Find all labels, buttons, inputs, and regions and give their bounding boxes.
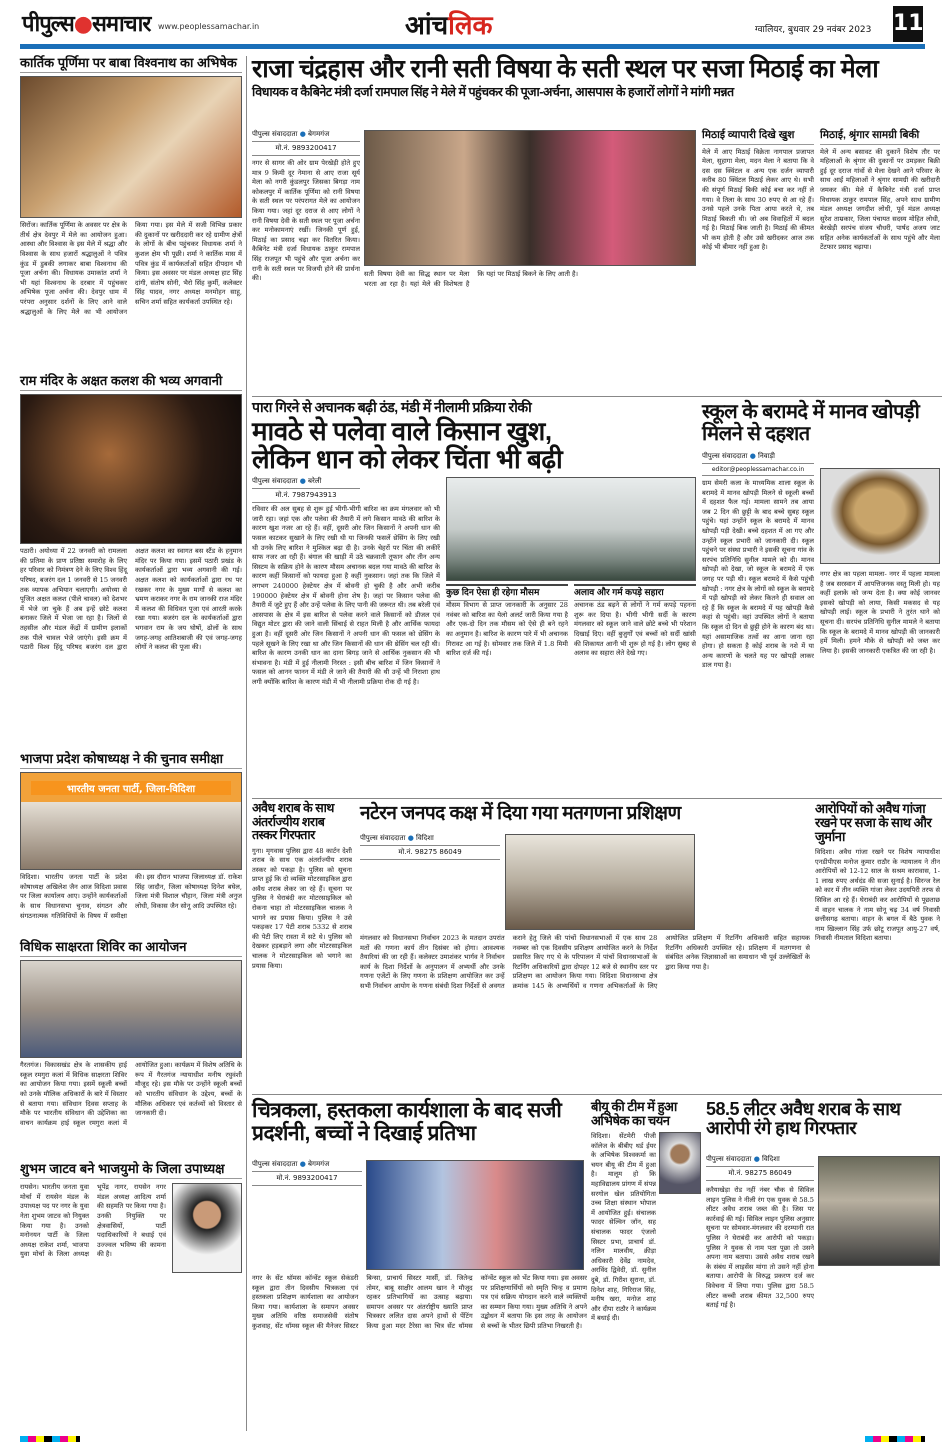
article-headline: कार्तिक पूर्णिमा पर बाबा विश्वनाथ का अभिषेक bbox=[20, 56, 242, 73]
reporter-mobile: मो.नं. 98275 86049 bbox=[706, 1169, 814, 1181]
counting-training-headline: नटेरन जनपद कक्ष में दिया गया मतगणना प्रशिक्षण bbox=[360, 803, 681, 824]
skull-byline-block bbox=[702, 452, 814, 779]
article-ganja bbox=[815, 802, 940, 1068]
row-divider bbox=[252, 798, 942, 799]
article-headline: राम मंदिर के अक्षत कलश की भव्य अगवानी bbox=[20, 374, 242, 391]
party-banner: भारतीय जनता पार्टी, जिला-विदिशा bbox=[31, 781, 231, 795]
student-photo bbox=[659, 1132, 701, 1194]
dateline-place: निवाड़ी bbox=[758, 452, 775, 460]
article-headline: विधिक साक्षरता शिविर का आयोजन bbox=[20, 940, 242, 957]
edition-date: ग्वालियर, बुधवार 29 नवंबर 2023 bbox=[755, 25, 872, 35]
camp-photo bbox=[20, 960, 242, 1058]
article-ram-mandir bbox=[20, 374, 242, 743]
article-body: सिरोंज। कार्तिक पूर्णिमा के अवसर पर क्षेत्र के तीर्थ क्षेत्र देवपुर में मेले का आयोजन हुआ। आस्था और विश्वास के इस मेले में श्रद्धा और विश्वास के साथ हजारों श्रद्धालुओं ने पवित्र कुंड में डुबकी लगाकर बाबा विश्वनाथ की पूजा अर्चना की। विधायक उमाकांत शर्मा ने भी यहां विश्वनाथ के दरबार में पहुंचकर अभिषेक पूजा अर्चना की। देवपुर धाम में परंपरा अनुसार दर्शनों के लिए आने वाले श्रद्धालुओं के लिए मेले का भी आयोजन किया गया। इस मेले में सजी विभिन्न प्रकार की दुकानों पर खरीददारी कर रहे ग्रामीण क्षेत्रों के लोगों के बीच पहुंचकर विधायक शर्मा ने कुशल क्षेम भी पूछी। शर्मा ने कार्तिक मास में पवित्र कुंड में कार्यकर्ताओं सहित दीपदान भी किया। इस अवसर पर मंडल अध्यक्ष हाट सिंह दांगी, संतोष सोनी, भैरो सिंह कुर्मी, कलेक्टर सिंह यादव, नगर अध्यक्ष मनमोहन साहू, सचिन शर्मा सहित कार्यकर्ता उपस्थित रहे। bbox=[20, 221, 242, 316]
bullet-icon: ● bbox=[299, 130, 306, 138]
dateline-place: बरेली bbox=[308, 477, 322, 486]
exhibition-body: नगर के सेंट थॉमस कॉन्वेंट स्कूल सेकंडरी स्कूल द्वारा तीन दिवसीय चित्रकला एवं हस्तकला प्रशिक्षण कार्यशाला का आयोजन किया गया। कार्यशाला के समापन अवसर मुख्य अतिथि वरिष्ठ समाजसेवी संतोष कुशवाह, सेंट थॉमस स्कूल की मैनेजर सिस्टर बिन्सा, प्राचार्य सिस्टर मार्सी, डॉ. जितेन्द्र तोमर, बाबू साक्षीर आलम खान ने मौजूद रहकर प्रतिभागियों का उत्साह बढ़ाया। समापन अवसर पर अंतर्राष्ट्रीय ख्याति प्राप्त चित्रकार ललित दास अपने हाथों से पेंटिंग किया हुआ मदर टैरेसा का चित्र सेंट थॉमस कॉन्वेंट स्कूल को भेंट किया गया। इस अवसर पर प्रशिक्षणार्थियों को स्मृति चिन्ह व प्रमाण पत्र एवं सक्रिय योगदान करने वाले व्यक्तियों का सम्मान किया गया। मुख्य अतिथि ने अपने उद्बोधन में बताया कि इस तरह के आयोजन से बच्चों के भीतर छिपी प्रतिभा निखरती है। bbox=[252, 1274, 587, 1330]
mid-body: रविवार की अल सुबह से शुरू हुई भीगी-भीगी बारिश का क्रम मंगलवार को भी जारी रहा। जहां एक और पलेवा की तैयारी में लगे किसान मावठे की बारिश के कारण खुश नजर आ रहे हैं। वहीं, दूसरी ओर जिन किसानों ने अपनी धान की फसल काटकर सुखाने के लिए रखी थी या जिनकी फसलें थ्रेसिंग के लिए रखी थी उनके लिए बारिश ने मुश्किल बढ़ा दी है। उनके चेहरों पर चिंता की लकीरें साफ नजर आ रही हैं। बंगाल की खाड़ी में उठे चक्रवाती तूफान और तीन अन्य सिस्टम के सक्रिय होने के कारण मौसम अचानक बदल गया मावठे की बारिश के कारण कहीं किसानों को फायदा हुआ है कहीं नुकसान। जहां तक कि जिले में लगभग 240000 हेक्टेयर क्षेत्र में बोवनी हो चुकी है और अभी करीब 190000 हेक्टेयर क्षेत्र में बोवनी होना शेष है। जहां पर किसान पलेवा की तैयारी में जुटे हुए हैं और उन्हें पलेवा के लिए पानी की जरूरत थी। तब बरेली एवं आसपास के क्षेत्र में इस बारिश से पलेवा करने वाले किसानों को डीजल एवं विद्युत मोटर द्वारा की जाने वाली सिंचाई से राहत मिली है और आर्थिक फायदा हुआ है। वहीं दूसरी ओर जिन किसानों ने अपनी धान की फसल को थ्रेसिंग के पहले सूखने के लिए रखा था और जिन किसानों की धान की थ्रेसिंग चल रही थी। बारिश के कारण उनकी धान का दाना बिगड़ जाने से आर्थिक नुकसान की भी संभावना है। मंडी में हुई नीलामी निरस्त : इसी बीच बारिश में जिन किसानों ने फसल को आनन फानन में मंडी ले जाने की तैयारी की थी उन्हें भी निराशा हाथ लगी क्योंकि बारिश के कारण मंडी में भी नीलामी प्रक्रिया रोक दी गई है। bbox=[252, 505, 440, 686]
article-headline: अवैध शराब के साथ अंतर्राज्यीय शराब तस्कर गिरफ्तार bbox=[252, 801, 334, 842]
skull-body: ग्राम सेमरी कला के माध्यमिक शाला स्कूल के बरामदे में मानव खोपड़ी मिलने से स्कूली बच्चों में दहशत फैल गई। मामला सामने तब आया जब 2 दिन की छुट्टी के बाद बच्चे सुबह स्कूल पहुंचे। यहां उन्होंने स्कूल के बरामदे में मानव खोपड़ी पड़ी देखी। बच्चे दहशत में आ गए और उन्होंने स्कूल प्रभारी को जानकारी दी। स्कूल पहुंचने पर संस्था प्रभारी ने इसकी सूचना गांव के सरपंच प्रतिनिधि सुनील मामले को दी। मानव खोपड़ी को देखा, जो स्कूल के बरामदे में एक जगह पर पड़ी थी। स्कूल बरामदे में कैसे पहुंची खोपड़ी : नगर क्षेत्र के लोगों को स्कूल के बरामदे में पड़ी खोपड़ी को लेकर कितने ही सवाल आ रहे हैं कि स्कूल के बरामदे में यह खोपड़ी कैसे कहां से पहुंची। वहां उपस्थित लोगों ने बताया कि स्कूल दो दिन से छुट्टी होने के कारण बंद था। यहां असामाजिक तत्वों का आना जाना रहा होगा। हो सकता है कोई शराब के नशे में या अन्य कारणों के चलते यह पर खोपड़ी लाकर डाल गया है। bbox=[702, 479, 814, 670]
skull-headline: स्कूल के बरामदे में मानव खोपड़ी मिलने से दहशत bbox=[702, 401, 920, 445]
article-bjp-review bbox=[20, 752, 242, 931]
article-body: विदिशा। भारतीय जनता पार्टी के प्रदेश कोषाध्यक्ष अखिलेश जैन आज विदिशा प्रवास पर जिला कार्यालय आए। उन्होंने कार्यकर्ताओं के साथ विधानसभा चुनाव, संगठन और संगठनात्मक गतिविधियों के विषय में समीक्षा की। इस दौरान भाजपा जिलाध्यक्ष डॉ. राकेश सिंह जादौन, जिला कोषाध्यक्ष दिनेश बघेल, जिला मंत्री विशाल चौहान, जिला मंत्री अनुज लोधी, विकास जैन सोनू आदि उपस्थित रहे। bbox=[20, 873, 242, 920]
bonfire-box bbox=[574, 584, 696, 658]
lead-byline-block bbox=[252, 130, 360, 384]
article-body: पठारी। अयोध्या में 22 जनवरी को रामलला की प्रतिमा के प्राण प्रतिष्ठा समारोह के लिए हर परिवार को निमंत्रण देने के लिए विश्व हिंदू परिषद, बजरंग दल 1 जनवरी से 15 जनवरी तक व्यापक अभियान चलाएगी। अयोध्या से पूजित अक्षत कलश (पीले चावल) को देशभर में भेजे जा चुके हैं अब इन्हें छोटे कलश बनाकर जिले में भेजा जा रहा है। जिलों से तहसील और मंडल केंद्रों में ग्रामीण इलाकों तक पीले चावल भेजे जाएंगे। इसी क्रम में पठारी विश्व हिंदू परिषद बजरंग दल द्वारा अक्षत कलश का स्वागत बस स्टैंड के हनुमान मंदिर पर किया गया। इसमें पठारी प्रखंड के कार्यकर्ताओं द्वारा भव्य अगवानी की गई। अक्षत कलश को कार्यकर्ताओं द्वारा रथ पर रखकर नगर के मुख्य मार्गों से कलश का भ्रमण कराकर नगर के राम जानकी राज मंदिर में कलश की विधिवत पूजा एवं आरती करके रखा गया। बजरंग दल के कार्यकर्ताओं द्वारा भगवान राम के जय घोषों, ढोलों के साथ जगह-जगह आतिशबाजी की एवं जगह-जगह लोगों ने कलश की पूजा की। bbox=[20, 547, 242, 652]
column-divider bbox=[246, 56, 247, 1431]
mid-byline-block bbox=[252, 477, 360, 503]
article-headline: 58.5 लीटर अवैध शराब के साथ आरोपी रंगे हाथ गिरफ्तार bbox=[706, 1099, 901, 1139]
mid-headline-line2: लेकिन धान को लेकर चिंता भी बढ़ी bbox=[252, 444, 563, 475]
sidebar-shringar bbox=[820, 130, 940, 348]
mid-story bbox=[252, 400, 696, 688]
sidebar-body: मेले में अन्य बसावट की दुकानें विशेष तौर पर महिलाओं के श्रृंगार की दुकानों पर उमड़कर बिक्री हुई दूर दराज गांवों से मेला देखने आने परिवार के साथ आईं महिलाओं ने श्रृंगार सामग्री की खरीदारी जमकर की। मेले में कैबिनेट मंत्री दर्जा प्राप्त विधायक ठाकुर रामपाल सिंह, अपने साथ ग्रामीण मंडल अध्यक्ष जगदीश लोधी, पूर्व मंडल अध्यक्ष सुरेश ताम्रकार, जिला पंचायत सदस्य मोहित लोधी, बेरखेड़ी सरपंच संजय चौधरी, पार्षद अजय जाट सहित अनेक कार्यकर्ताओं के साथ पहुंचे और मेला टेंटफार प्रसाद चढ़ाया। bbox=[820, 147, 940, 252]
box-headline: कुछ दिन ऐसा ही रहेगा मौसम bbox=[446, 588, 568, 601]
dateline-place: बेगमगंज bbox=[308, 1160, 330, 1168]
weather-box-body: मौसम विभाग से प्राप्त जानकारी के अनुसार 28 नवंबर को बारिश का येलो अलर्ट जारी किया गया है और एक-दो दिन तक मौसम को ऐसे ही बने रहने का अनुमान है। बारिश के कारण पारे में भी अचानक गिरावट आ गई है। सोमवार तक जिले में 1.8 मिमी बारिश दर्ज की गई। bbox=[446, 601, 568, 658]
reporter-mobile: मो.नं. 7987943913 bbox=[252, 491, 360, 503]
byline: पीपुल्स संवाददाता bbox=[252, 477, 298, 486]
article-body: गुना। मृगवास पुलिस द्वारा 48 कार्टन देशी शराब के साथ एक अंतर्राज्यीय शराब तस्कर को पकड़ा है। पुलिस को सूचना प्राप्त हुई कि दो व्यक्ति मोटरसाइकिल द्वारा अवैध शराब लेकर जा रहे हैं। सूचना पर पुलिस ने घेराबंदी कर मोटरसाइकिल को रोकना चाहा तो मोटरसाइकिल चालक ने भागने का प्रयास किया। पुलिस ने उसे पकड़कर 17 पेटी शराब 5332 से शराब की पेटी लिए रास्ता में सटे थे। पुलिस को देखकर हड़बड़ाने लगा और मोटरसाइकिल चालक ने मोटरसाइकिल को भगाने का प्रयास किया। bbox=[252, 846, 352, 970]
lead-body: नगर से सागर की ओर ग्राम पेरखेड़ी होते हुए मात्र 9 किमी दूर नेमाना से आए राजा सूर्य मेला को नगरी कुंडलपुर जिसका बिगड़ा नाम कोकलपुर में कार्तिक पूर्णिमा को रानी विषया के सती स्थल पर परंपरागत मेले का आयोजन किया गया। जहां दूर दराज से आए लोगों ने रानी विषया देवी के सती स्थल पर पूजा अर्चना कर मनोकामनाएं रखीं। जिनकी पूर्ण हुई, मिठाई का प्रसाद चढ़ा कर वितरित किया। कैबिनेट मंत्री दर्जा विधायक ठाकुर रामपाल सिंह राजपूत भी पहुंचे और पूजा अर्चना कर रानी के सती स्थल पर विजयी होने की प्रार्थना की। bbox=[252, 159, 360, 283]
fog-photo bbox=[446, 477, 696, 581]
box-headline: अलाव और गर्म कपड़े सहारा bbox=[574, 588, 696, 601]
mid-boxes bbox=[446, 584, 696, 658]
row-divider bbox=[252, 396, 942, 397]
portrait-photo bbox=[172, 1183, 242, 1273]
color-registration-marks bbox=[20, 1436, 80, 1442]
article-body: गैरतगंज। विकासखंड क्षेत्र के शासकीय हाई स्कूल रमगुरा कलां में विधिक साक्षरता शिविर का आयोजन किया गया। इसमें स्कूली बच्चों को उनके मौलिक अधिकारों के बारे में विस्तार से बताया गया। संविधान दिवस सप्ताह के मौके पर भारतीय संविधान की उद्देशिका का वाचन कार्यक्रम हाई स्कूल रमगुरा कलां में आयोजित हुआ। कार्यक्रम में विशेष अतिथि के रूप में गैरतगंज न्यायाधीश मनीष रघुवंशी मौजूद रहे। इस मौके पर उन्होंने स्कूली बच्चों को भारतीय संविधान के उद्देश्य, बच्चों के मौलिक अधिकार एवं कर्तव्यों को विस्तार से जानकारी दी। bbox=[20, 1061, 242, 1127]
reporter-mobile: मो.नं. 9893200417 bbox=[252, 144, 360, 156]
section-title bbox=[405, 6, 492, 42]
color-registration-marks bbox=[865, 1436, 925, 1442]
bonfire-box-body: अचानक ठंड बढ़ने से लोगों ने गर्म कपड़े पहनना शुरू कर दिया है। भीगी भीगी सर्दी के कारण मंगलवार को स्कूल जाने वाले छोटे बच्चे भी परेशान दिखाई दिए। वहीं बुजुर्गों एवं बच्चों को सर्दी खांसी की शिकायत आनी भी शुरू हो गई है। लोग सुबह से अलाव का सहारा लेते देखे गए। bbox=[574, 601, 696, 658]
page-number: 11 bbox=[893, 6, 923, 42]
row-divider bbox=[252, 1094, 942, 1095]
logo-part-1: पीपुल्स bbox=[22, 12, 74, 37]
liquor-byline-block bbox=[706, 1155, 814, 1181]
editor-email[interactable]: editor@peoplessamachar.co.in bbox=[702, 466, 814, 476]
puja-photo bbox=[20, 76, 242, 218]
article-kartik-purnima bbox=[20, 56, 242, 367]
article-body: रायसेन। भारतीय जनता युवा मोर्चा में रायसेन मंडल के उपाध्यक्ष पद पर नगर के युवा नेता शुभम जाटव को नियुक्त किया गया है। उनको मनोनयन पार्टी के जिला अध्यक्ष राकेश शर्मा, भाजपा युवा मोर्चा के जिला अध्यक्ष भूपेंद्र नागर, रायसेन नगर मंडल अध्यक्ष आदित्य शर्मा की सहमति पर किया गया है। उनकी नियुक्ति पर क्षेत्रवासियों, पार्टी पदाधिकारियों ने बधाई एवं उज्ज्वल भविष्य की कामना की है। bbox=[20, 1183, 166, 1259]
logo-part-2: समाचार bbox=[91, 12, 151, 37]
byline: पीपुल्स संवाददाता bbox=[252, 130, 298, 138]
counting-body: मंगलवार को विधानसभा निर्वाचन 2023 के मतदान उपरांत मतों की गणना कार्य तीन दिसंबर को होगा। आवश्यक तैयारियां की जा रही हैं। कलेक्टर उमाशंकर भार्गव ने निर्वाचन कार्य के दिशा निर्देशों के अनुपालन में अभ्यर्थी और उनके गणना एजेंटों के लिए गणना के प्रशिक्षण आयोजित कर उन्हें सभी निर्वाचन आयोग के गणना संबंधी दिशा निर्देशों से अवगत कराने हेतु जिले की पांचों विधानसभाओं में एक साथ 28 नवम्बर को एक दिवसीय प्रशिक्षण आयोजित करने के निर्देश प्रसारित किए गए थे के परिपालन में पांचों विधानसभाओं के रिटर्निंग अधिकारियों द्वारा दोपहर 12 बजे से स्थानीय स्तर पर प्रशिक्षण का आयोजन किया गया। विदिशा विधानसभा क्षेत्र क्रमांक 145 के अभ्यर्थियों व गणना अभिकर्ताओं के लिए आयोजित प्रशिक्षण में रिटर्निंग अधिकारी सहित सहायक रिटर्निंग अधिकारी उपस्थित रहे। प्रशिक्षण में मतगणना से संबंधित अनेक जिज्ञासाओं का समाधान भी पूर्व उल्लेखितों के द्वारा किया गया है। bbox=[360, 934, 810, 990]
bullet-icon: ● bbox=[753, 1155, 760, 1163]
section-title-a: आंच bbox=[405, 11, 449, 41]
lead-caption-body: सती विषया देवी का सिद्ध स्थान पर मेला भरता आ रहा है। यहां मेले की विशेषता है कि यहां पर मिठाई बिकने के लिए आती है। bbox=[364, 270, 579, 288]
reporter-mobile: मो.नं. 9893200417 bbox=[252, 1174, 362, 1186]
mid-kicker: पारा गिरने से अचानक बढ़ी ठंड, मंडी में नीलामी प्रक्रिया रोकी bbox=[252, 399, 532, 415]
mid-headline-line1: मावठे से पलेवा वाले किसान खुश, bbox=[252, 416, 552, 447]
website-url[interactable]: www.peoplessamachar.in bbox=[158, 22, 260, 31]
exhibition-photo bbox=[366, 1160, 584, 1270]
article-headline: बीयू की टीम में हुआ अभिषेक का चयन bbox=[591, 1099, 677, 1129]
article-legal-literacy bbox=[20, 940, 242, 1157]
counting-byline-block bbox=[360, 834, 500, 860]
byline: पीपुल्स संवाददाता bbox=[706, 1155, 752, 1163]
sidebar-headline: मिठाई, श्रृंगार सामग्री बिकी bbox=[820, 130, 940, 145]
meeting-photo bbox=[20, 772, 242, 870]
lead-headline: राजा चंद्रहास और रानी सती विषया के सती स्थल पर सजा मिठाई का मेला bbox=[252, 55, 879, 83]
article-headline: भाजपा प्रदेश कोषाध्यक्ष ने की चुनाव समीक्षा bbox=[20, 752, 242, 769]
sidebar-body: मेले में आए मिठाई विक्रेता नागपाल प्रजापत मेला, सुहागा मेला, मदन मेला ने बताया कि वे दस दस क्विंटल व अन्य एक दर्जन व्यापारी करीब 80 क्विंटल मिठाई लेकर आए थे। सभी की संपूर्ण मिठाई बिकी कोई बचा कर नहीं ले गया। वे तिला के साथ 30 रुपए से आ रहे हैं। उनसे पहले उनके पिता आया करते थे, तब मिठाई बिकती थी। जो अब विवाहितों में बदल गई है। मिठाई बिक जाती है। मिठाई की कीमत भी कम होती है और उसे खरीदकर आज तक कोई भी बीमार नहीं हुआ है। bbox=[702, 147, 814, 252]
procession-photo bbox=[20, 394, 242, 544]
sidebar-sweets-traders bbox=[702, 130, 814, 398]
exhibition-byline-block bbox=[252, 1160, 362, 1186]
byline: पीपुल्स संवाददाता bbox=[252, 1160, 298, 1168]
newspaper-logo bbox=[22, 8, 150, 38]
exhibition-headline: चित्रकला, हस्तकला कार्यशाला के बाद सजी प्रदर्शनी, बच्चों ने दिखाई प्रतिभा bbox=[252, 1099, 562, 1145]
bullet-icon: ● bbox=[299, 477, 306, 486]
lead-photo bbox=[364, 130, 696, 266]
bullet-icon: ● bbox=[299, 1160, 306, 1168]
training-photo bbox=[505, 834, 695, 930]
logo-dot-icon: ● bbox=[73, 12, 92, 37]
liquor-body: करैयाखेड़ा रोड नहीं नंबर चौक से सिविल लाइन पुलिस ने नीली रंग एक युवक से 58.5 लीटर अवैध शराब जब्त की है। जिस पर कार्रवाई की गई। सिविल लाइन पुलिस अनुसार सूचना पर सोमवार-मंगलवार की दरम्यानी रात पुलिस ने घेराबंदी कर आरोपी को पकड़ा। पुलिस ने युवक से नाम पता पूछा तो उसने अपना नाम बताया। उससे अवैध शराब रखने के संबंध में लाइसेंस मांगा तो उसने नहीं होना बताया। आरोपी के विरुद्ध प्रकरण दर्ज कर विवेचना में लिया गया। पुलिस द्वारा 58.5 लीटर कच्ची शराब कीमत 32,500 रुपए बताई गई है। bbox=[706, 1186, 814, 1310]
section-title-b: लिक bbox=[448, 11, 493, 41]
mid-flow bbox=[252, 477, 696, 687]
article-headline: आरोपियों को अवैध गांजा रखने पर सजा के साथ और जुर्माना bbox=[815, 801, 932, 845]
bullet-icon: ● bbox=[407, 834, 414, 842]
article-headline: शुभम जाटव बने भाजयुमो के जिला उपाध्यक्ष bbox=[20, 1162, 242, 1179]
byline: पीपुल्स संवाददाता bbox=[360, 834, 406, 842]
sidebar-headline: मिठाई व्यापारी दिखे खुश bbox=[702, 130, 814, 145]
article-body: विदिशा। अवैध गांजा रखने पर विशेष न्यायाधीश एनडीपीएस मनोज कुमार राठौर के न्यायालय ने तीन आरोपियों को 12-12 साल के सश्रम कारावास, 1-1 लाख रुपए अर्थदंड की सजा सुनाई है। सिरन्ज रेल को कार में तीन व्यक्ति गांजा लेकर उदयपिरी तरफ से सिविल आ रहे हैं। घेराबंदी कर आरोपियों से पूछताछ में वाहन चालक ने नाम सोनू चढ़ 34 वर्ष निवासी छत्तीसगढ़ बताया। वाहन के बगल में बैठे युवक ने नाम खिल्लान सिंह उर्फ छोटू राजपूत आयु-27 वर्ष, निवासी नीमताल विदिशा बताया। bbox=[815, 848, 940, 943]
arrest-photo bbox=[818, 1156, 940, 1266]
article-body: विदिशा। सेंटमेरी पीजी कॉलेज के बीबीए थर्ड ईयर के अभिषेक विश्वकर्मा का चयन बीयू की टीम में हुआ है। मालूम हो कि महाविद्यालय प्रांगण में संपन्न सरगोल खेल प्रतियोगिता उच्च शिक्षा संस्थान भोपाल में आयोजित हुई। संचालक फादर सेल्विन जॉन, सह संचालक फादर एंजलो सिस्टर प्रभा, प्राचार्य डॉ. नलिन मालवीय, क्रीड़ा अधिकारी देवेंद्र नामदेव, अरविंद द्विवेदी, डॉ. सुनील दुबे, डॉ. गिरीश सुराना, डॉ. दिनेश शाह, गिरिराज सिंह, मनीष खरा, मनोज शाह और दीपा राठौर ने कार्यक्रम में बधाई दी। bbox=[591, 1132, 656, 1323]
article-58-litre-liquor bbox=[706, 1100, 942, 1139]
weather-box bbox=[446, 584, 568, 658]
reporter-mobile: मो.नं. 98275 86049 bbox=[360, 848, 500, 860]
skull-photo bbox=[820, 468, 940, 564]
dateline-place: विदिशा bbox=[416, 834, 434, 842]
bullet-icon: ● bbox=[749, 452, 756, 460]
article-liquor-smuggler bbox=[252, 802, 352, 1067]
byline: पीपुल्स संवाददाता bbox=[702, 452, 748, 460]
dateline-place: बेगमगंज bbox=[308, 130, 330, 138]
article-shubham-jatav bbox=[20, 1162, 242, 1418]
lead-headline-block bbox=[252, 56, 942, 100]
lead-subheadline: विधायक व कैबिनेट मंत्री दर्जा रामपाल सिंह ने मेले में पहुंचकर की पूजा-अर्चना, आसपास के हजारों लोगों ने मांगी मन्नत bbox=[252, 85, 734, 99]
dateline-place: विदिशा bbox=[762, 1155, 780, 1163]
header-rule bbox=[20, 44, 925, 49]
article-bu-team bbox=[591, 1100, 701, 1422]
skull-box-body: नगर क्षेत्र का पहला मामला- नगर में पहला मामला है जब सरस्वान में आपत्तिजनक वस्तु मिली हो। यह कहीं इलाके को जन्म देता है। क्या कोई जानवर इसको खोपड़ी को लाया, किसी मकसद से यह खोपड़ी लाई। स्कूल के प्रभारी ने तुरंत थाने को सूचना दी। सरपंच प्रतिनिधि सुनील मामले ने बताया कि स्कूल के बरामदे में मानव खोपड़ी की जानकारी हमें मिली। हमने मौके से खोपड़ी को जब्त कर लिया है। इसकी जानकारी एकत्रित की जा रही है। bbox=[820, 570, 940, 655]
